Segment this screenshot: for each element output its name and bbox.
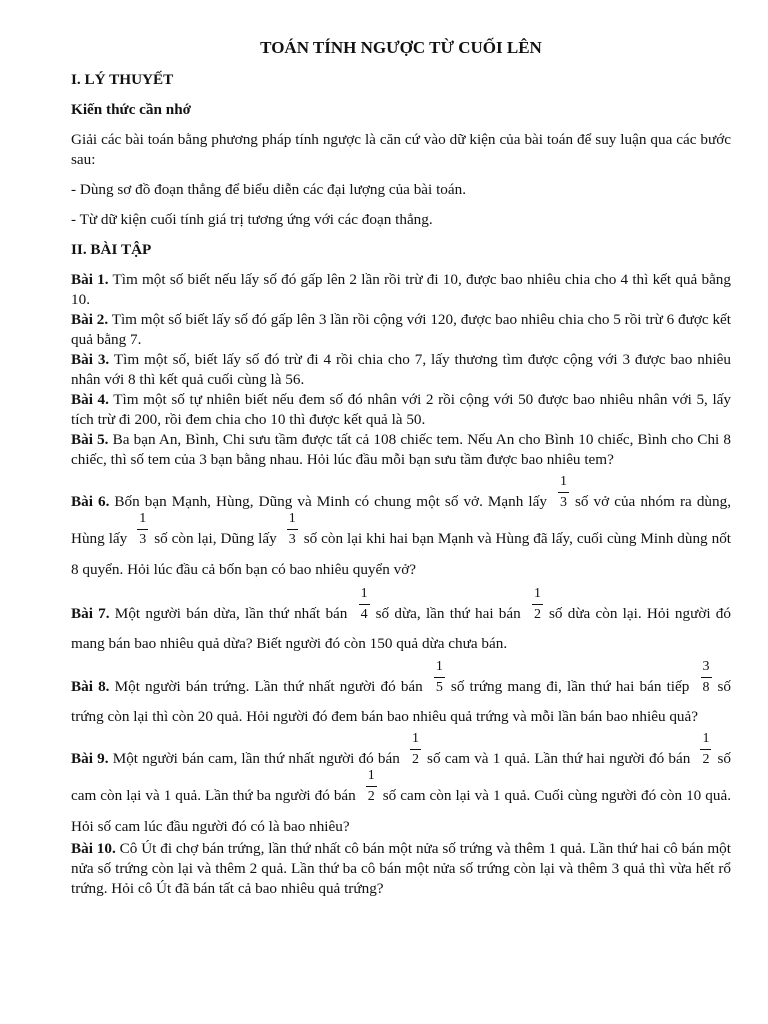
exercise-text: số cam còn lại và 1 quả. Lần thứ ba người đó bán (71, 749, 731, 804)
exercise-text: Cô Út đi chợ bán trứng, lần thứ nhất cô bán một nửa số trứng và thêm 1 quả. Lần thứ hai cô bán một nửa số trứng còn lại và thêm 2 quả. Lần thứ ba cô bán một nửa số trứng còn lại và thêm 3 quả thì vừa hết rổ trứng. Hỏi cô Út đã bán tất cả bao nhiêu quả trứng? (71, 840, 731, 897)
exercise-text: số cam và 1 quả. Lần thứ hai người đó bán (427, 749, 691, 767)
exercise-label: Bài 3. (71, 351, 110, 368)
exercise-label: Bài 7. (71, 604, 110, 622)
exercise-3 (71, 350, 731, 390)
exercise-text: số trứng còn lại thì còn 20 quả. Hỏi người đó đem bán bao nhiêu quả trứng và mỗi lần bán bao nhiêu quả? (71, 677, 732, 725)
fraction (558, 474, 569, 511)
fraction-denominator: 8 (702, 680, 710, 695)
exercise-label: Bài 10. (71, 840, 116, 857)
document-title: TOÁN TÍNH NGƯỢC TỪ CUỐI LÊN (260, 38, 542, 57)
exercise-text: Một người bán trứng. Lần thứ nhất người đó bán (109, 677, 423, 695)
exercise-text: số còn lại, Dũng lấy (154, 529, 277, 547)
exercise-2 (71, 310, 731, 350)
exercise-text: Tìm một số biết lấy số đó gấp lên 3 lần rồi cộng với 120, được bao nhiêu chia cho 5 rồi trừ 6 được kết quả bằng 7. (71, 311, 732, 348)
fraction (701, 659, 712, 696)
exercise-label: Bài 1. (71, 271, 109, 288)
exercise-4 (71, 390, 731, 430)
exercise-7 (71, 586, 731, 655)
exercise-label: Bài 2. (71, 311, 109, 328)
fraction (434, 659, 445, 696)
fraction-numerator: 1 (558, 474, 569, 493)
exercise-label: Bài 8. (71, 677, 110, 695)
fraction-numerator: 1 (700, 731, 711, 750)
fraction-denominator: 3 (288, 532, 296, 547)
section-heading-exercises: II. BÀI TẬP (71, 241, 152, 258)
subheading-knowledge: Kiến thức cần nhớ (71, 101, 192, 118)
exercise-1 (71, 270, 731, 310)
fraction (410, 731, 421, 768)
exercise-text: Bốn bạn Mạnh, Hùng, Dũng và Minh có chung một số vở. Mạnh lấy (109, 492, 547, 510)
exercise-text: số dừa, lần thứ hai bán (375, 604, 521, 622)
exercise-label: Bài 5. (71, 431, 109, 448)
fraction-numerator: 1 (359, 586, 370, 605)
fraction-numerator: 1 (366, 768, 377, 787)
exercise-text: Tìm một số biết nếu lấy số đó gấp lên 2 lần rồi trừ đi 10, được bao nhiêu chia cho 4 thì kết quả bằng 10. (71, 271, 731, 308)
fraction-denominator: 2 (367, 789, 375, 804)
fraction-numerator: 1 (410, 731, 421, 750)
exercise-text: số cam còn lại và 1 quả. Cuối cùng người đó còn 10 quả. Hỏi số cam lúc đầu người đó có là bao nhiêu? (71, 786, 731, 835)
fraction-denominator: 2 (533, 607, 541, 622)
exercise-text: Một người bán cam, lần thứ nhất người đó bán (108, 749, 400, 767)
exercise-text: Ba bạn An, Bình, Chi sưu tầm được tất cả 108 chiếc tem. Nếu An cho Bình 10 chiếc, Bình cho Chi 8 chiếc, thì số tem của 3 bạn bằng nhau. Hỏi lúc đầu mỗi bạn sưu tầm được bao nhiêu tem? (71, 431, 731, 468)
exercise-5 (71, 430, 731, 470)
fraction-numerator: 1 (287, 511, 298, 530)
fraction-denominator: 2 (702, 752, 710, 767)
fraction-denominator: 4 (360, 607, 368, 622)
fraction (700, 731, 711, 768)
exercise-text: số dừa còn lại. Hỏi người đó mang bán bao nhiêu quả dừa? Biết người đó còn 150 quả dừa chưa bán. (71, 604, 731, 652)
exercise-8 (71, 659, 732, 727)
exercise-6 (71, 474, 732, 582)
theory-step-2: - Từ dữ kiện cuối tính giá trị tương ứng với các đoạn thẳng. (71, 211, 433, 228)
exercise-label: Bài 4. (71, 391, 109, 408)
fraction (137, 511, 148, 548)
fraction (532, 586, 543, 623)
section-heading-theory: I. LÝ THUYẾT (71, 71, 174, 88)
exercise-10 (71, 839, 731, 899)
fraction-denominator: 2 (412, 752, 420, 767)
fraction-numerator: 1 (532, 586, 543, 605)
exercise-text: Tìm một số tự nhiên biết nếu đem số đó nhân với 2 rồi cộng với 50 được bao nhiêu nhân với 5, lấy tích trừ đi 200, rồi đem chia cho 10 thì được kết quả là 50. (71, 391, 731, 428)
fraction-denominator: 3 (139, 532, 147, 547)
theory-step-1: - Dùng sơ đồ đoạn thẳng để biểu diễn các đại lượng của bài toán. (71, 181, 467, 198)
exercise-9 (71, 731, 731, 839)
exercise-text: Tìm một số, biết lấy số đó trừ đi 4 rồi chia cho 7, lấy thương tìm được cộng với 3 được bao nhiêu nhân với 8 thì kết quả cuối cùng là 56. (71, 351, 731, 388)
exercise-label: Bài 9. (71, 749, 109, 767)
fraction (366, 768, 377, 805)
fraction-numerator: 1 (434, 659, 445, 678)
exercise-text: số trứng mang đi, lần thứ hai bán tiếp (450, 677, 690, 695)
fraction (359, 586, 370, 623)
fraction-denominator: 3 (560, 495, 568, 510)
exercise-label: Bài 6. (71, 492, 110, 510)
exercise-text: số vở của nhóm ra dùng, Hùng lấy (71, 492, 731, 547)
fraction-denominator: 5 (435, 680, 443, 695)
exercise-text: Một người bán dừa, lần thứ nhất bán (109, 604, 348, 622)
fraction (287, 511, 298, 548)
theory-intro: Giải các bài toán bằng phương pháp tính ngược là căn cứ vào dữ kiện của bài toán để suy luận qua các bước sau: (71, 131, 731, 168)
fraction-numerator: 1 (137, 511, 148, 530)
exercise-text: số còn lại khi hai bạn Mạnh và Hùng đã lấy, cuối cùng Minh dùng nốt 8 quyển. Hỏi lúc đầu cả bốn bạn có bao nhiêu quyển vở? (71, 529, 732, 578)
fraction-numerator: 3 (701, 659, 712, 678)
